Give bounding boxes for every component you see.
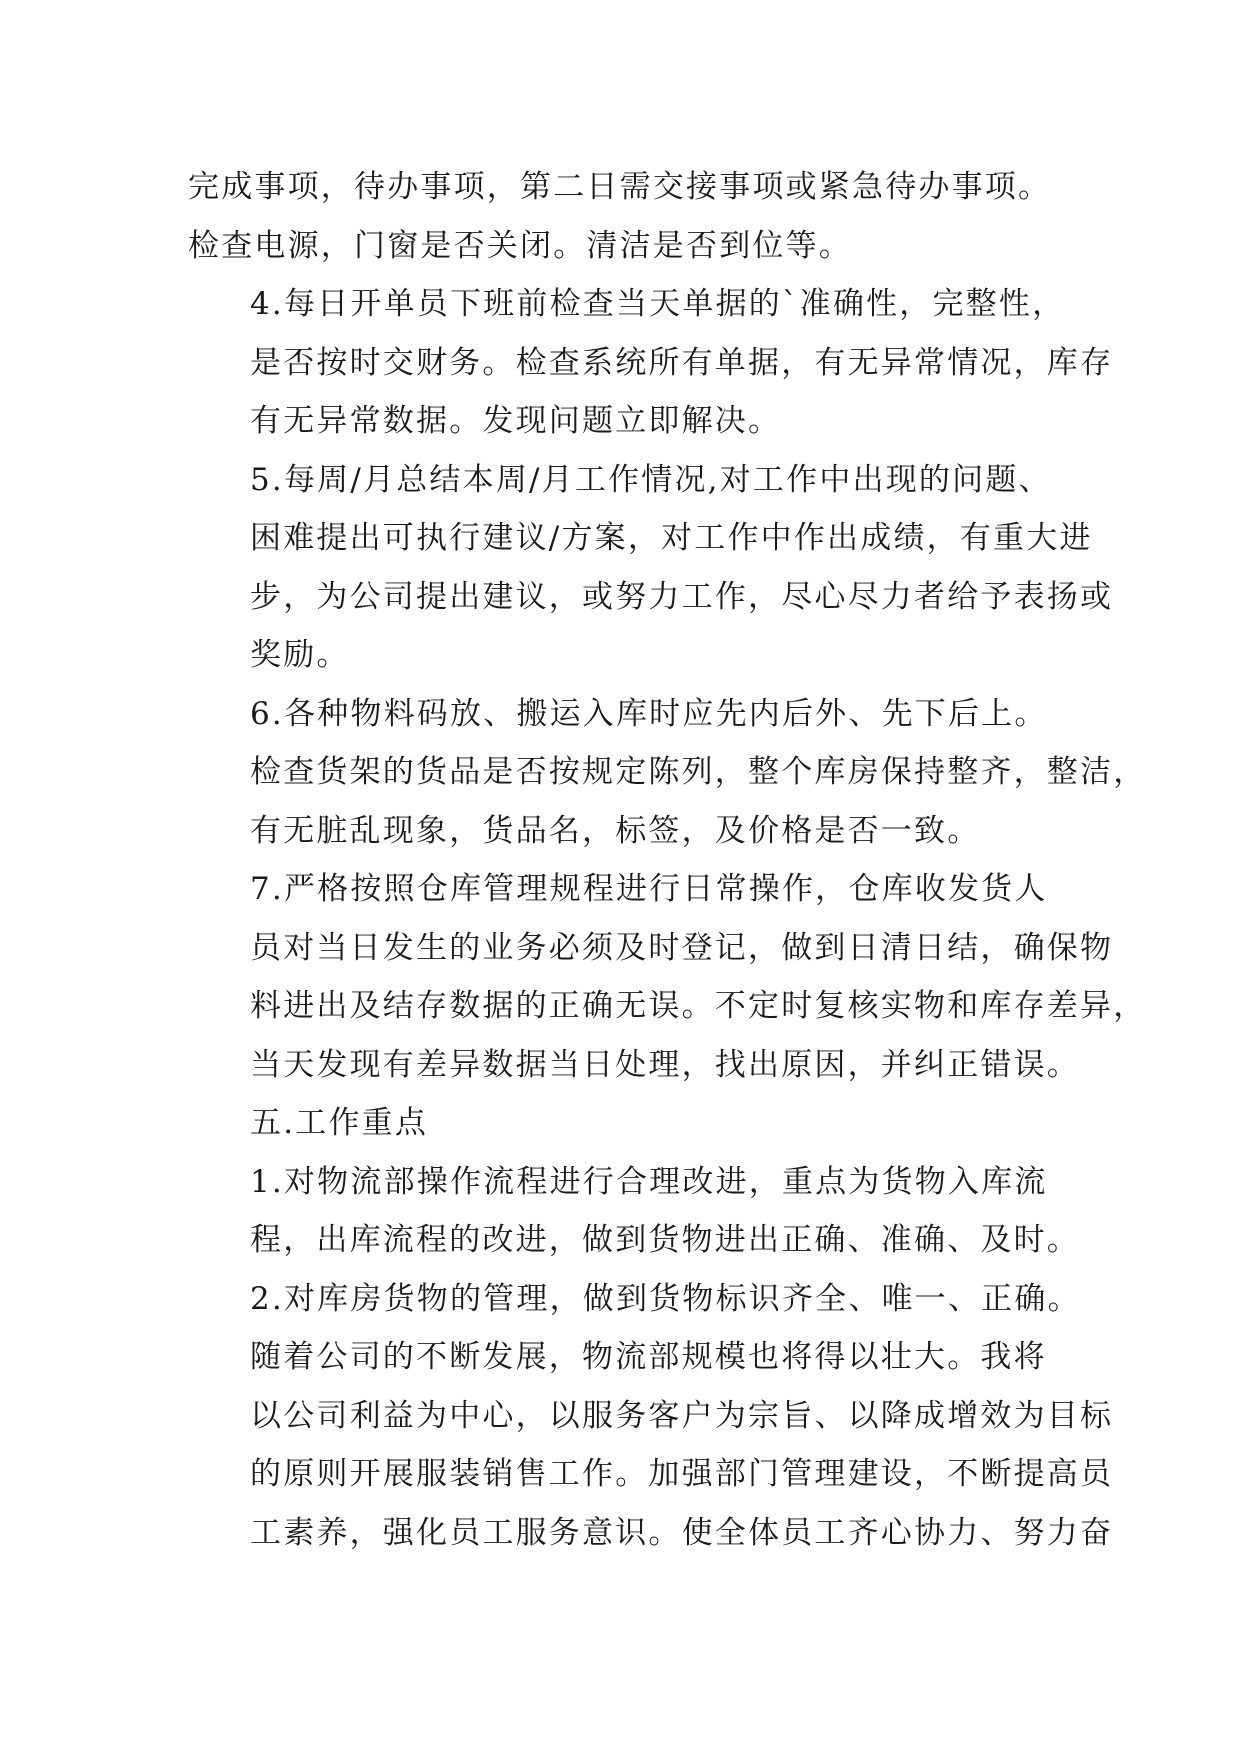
text-line: 以公司利益为中心，以服务客户为宗旨、以降成增效为目标 (250, 1397, 1114, 1434)
text-line: 工素养，强化员工服务意识。使全体员工齐心协力、努力奋 (250, 1514, 1114, 1551)
text-line: 检查电源，门窗是否关闭。清洁是否到位等。 (188, 227, 852, 264)
text-line: 奖励。 (250, 637, 350, 673)
text-line: 是否按时交财务。检查系统所有单据，有无异常情况，库存 (250, 344, 1114, 381)
paragraph-focus-2 (188, 1270, 1081, 1329)
text-line: 4.每日开单员下班前检查当天单据的`准确性，完整性， (250, 286, 1066, 322)
text-line: 困难提出可执行建议/方案，对工作中作出成绩，有重大进 (250, 520, 1093, 556)
paragraph-continuation (188, 158, 1068, 275)
text-line: 5.每周/月总结本周/月工作情况,对工作中出现的问题、 (250, 461, 1052, 498)
text-line: 7.严格按照仓库管理规程进行日常操作，仓库收发货人 (250, 871, 1048, 907)
text-line: 6.各种物料码放、搬运入库时应先内后外、先下后上。 (250, 695, 1048, 732)
text-line: 有无脏乱现象，货品名，标签，及价格是否一致。 (250, 812, 981, 849)
section-heading (188, 1094, 1068, 1153)
section-heading-text: 五.工作重点 (250, 1105, 429, 1141)
text-line: 1.对物流部操作流程进行合理改进，重点为货物入库流 (250, 1163, 1048, 1200)
paragraph-closing (188, 1328, 1114, 1562)
text-line: 2.对库房货物的管理，做到货物标识齐全、唯一、正确。 (250, 1280, 1081, 1317)
text-line: 的原则开展服装销售工作。加强部门管理建设，不断提高员 (250, 1456, 1114, 1492)
text-line: 员对当日发生的业务必须及时登记，做到日清日结，确保物 (250, 929, 1114, 966)
text-line: 程，出库流程的改进，做到货物进出正确、准确、及时。 (250, 1222, 1080, 1258)
text-line: 检查货架的货品是否按规定陈列，整个库房保持整齐，整洁， (250, 754, 1147, 790)
text-line: 完成事项，待办事项，第二日需交接事项或紧急待办事项。 (188, 169, 1052, 205)
text-line: 当天发现有差异数据当日处理，找出原因，并纠正错误。 (250, 1046, 1080, 1083)
paragraph-item-6 (188, 685, 1147, 861)
paragraph-focus-1 (188, 1153, 1080, 1270)
paragraph-item-5 (188, 451, 1114, 685)
text-line: 随着公司的不断发展，物流部规模也将得以壮大。我将 (250, 1339, 1047, 1375)
text-line: 步，为公司提出建议，或努力工作，尽心尽力者给予表扬或 (250, 578, 1114, 615)
document-body (188, 158, 1147, 1562)
text-line: 料进出及结存数据的正确无误。不定时复核实物和库存差异， (250, 988, 1147, 1024)
paragraph-item-4 (188, 275, 1114, 451)
text-line: 有无异常数据。发现问题立即解决。 (250, 403, 782, 439)
paragraph-item-7 (188, 860, 1147, 1094)
